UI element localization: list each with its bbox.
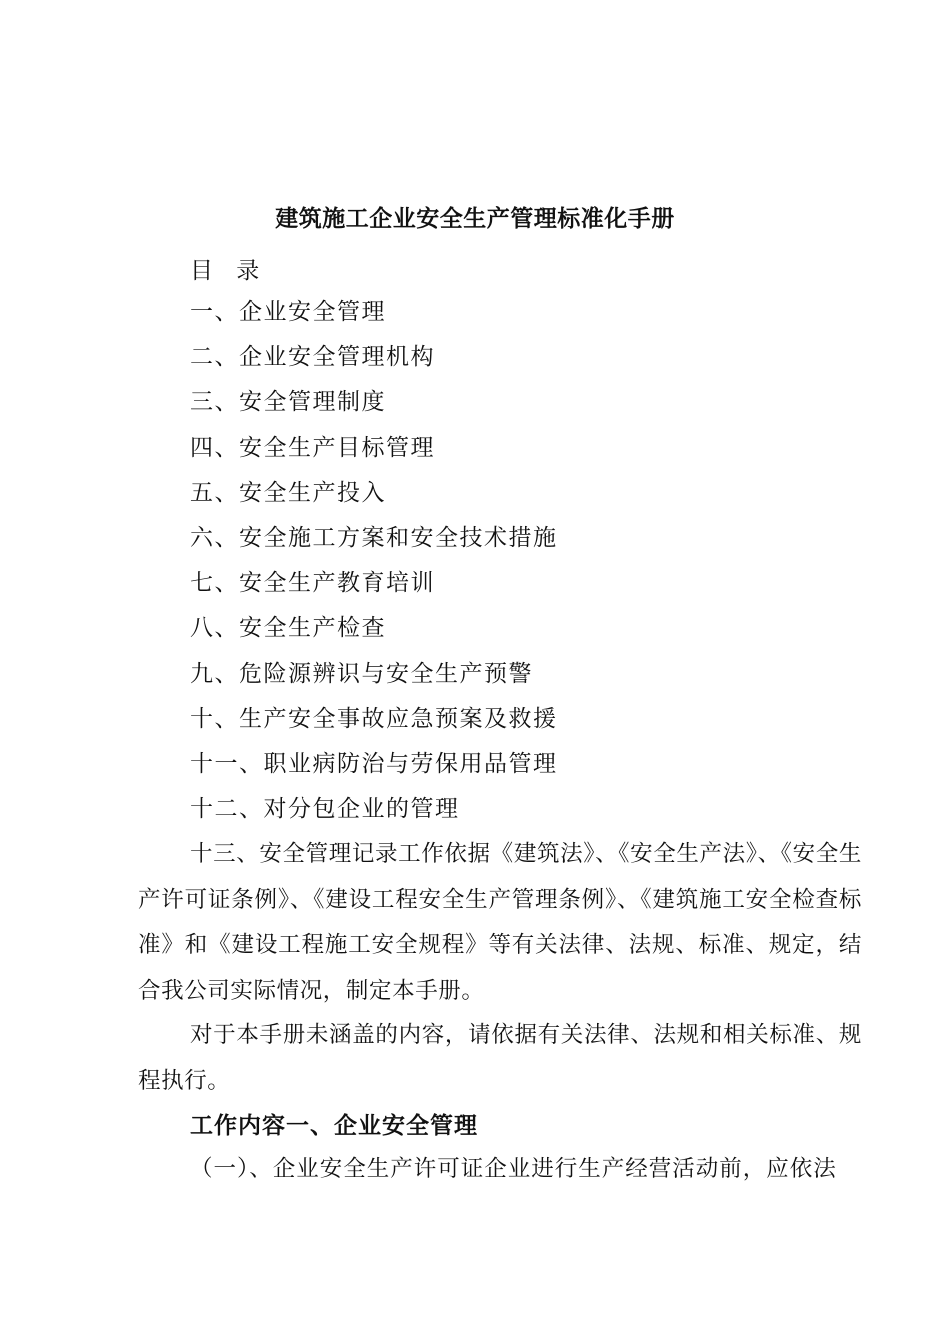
toc-item: 五、安全生产投入: [190, 479, 386, 506]
body-paragraph: 十三、安全管理记录工作依据《建筑法》、《安全生产法》、《安全生产许可证条例》、《建设工程安全生产管理条例》、《建筑施工安全检查标准》和《建设工程施工安全规程》等有关法律、法规、标准、规定，结合我公司实际情况，制定本手册。: [138, 841, 862, 1004]
body-paragraph: （一）、企业安全生产许可证企业进行生产经营活动前，应依法: [190, 1156, 837, 1182]
toc-item: 六、安全施工方案和安全技术措施: [190, 524, 558, 551]
toc-item: 十一、职业病防治与劳保用品管理: [190, 750, 558, 777]
document-title: 建筑施工企业安全生产管理标准化手册: [275, 205, 675, 232]
table-of-contents: [190, 297, 558, 839]
toc-item: 九、危险源辨识与安全生产预警: [190, 660, 533, 687]
body-paragraph: 对于本手册未涵盖的内容，请依据有关法律、法规和相关标准、规程执行。: [138, 1022, 862, 1094]
toc-item: 一、企业安全管理: [190, 299, 386, 325]
toc-label: 目 录: [190, 258, 268, 284]
toc-item: 八、安全生产检查: [190, 615, 386, 642]
section-heading: 工作内容一、企业安全管理: [190, 1112, 478, 1139]
toc-item: 十二、对分包企业的管理: [190, 796, 460, 823]
toc-item: 十、生产安全事故应急预案及救援: [190, 705, 558, 732]
toc-item: 二、企业安全管理机构: [190, 344, 435, 371]
toc-item: 七、安全生产教育培训: [190, 570, 435, 597]
toc-item: 三、安全管理制度: [190, 389, 386, 416]
toc-item: 四、安全生产目标管理: [190, 434, 435, 461]
